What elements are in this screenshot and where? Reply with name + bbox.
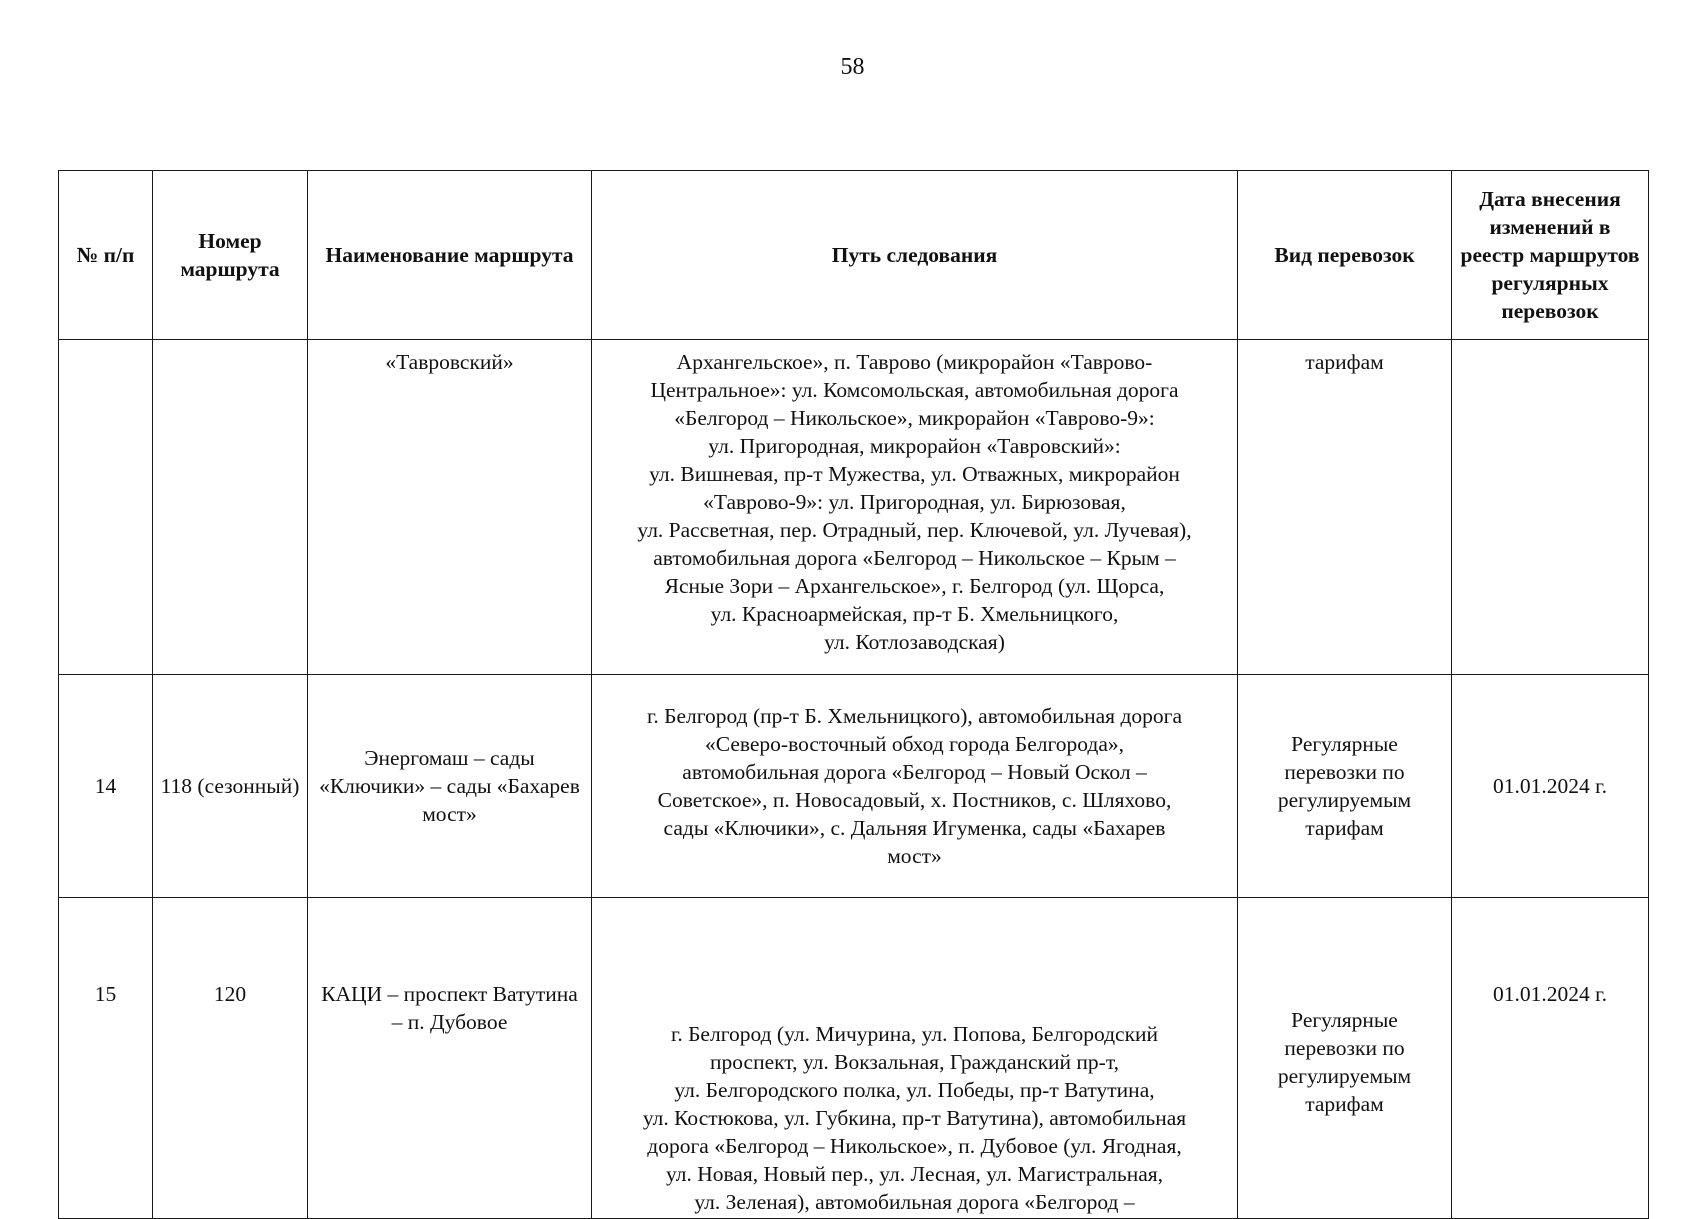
header-route-name: Наименование маршрута (308, 171, 592, 340)
cell-transport-kind: Регулярные перевозки по регулируемым тарифам (1238, 898, 1452, 1219)
cell-route-number (153, 340, 308, 675)
path-line: ул. Вишневая, пр-т Мужества, ул. Отважных, микрорайон (649, 462, 1180, 486)
cell-route-number: 118 (сезонный) (153, 675, 308, 898)
cell-num: 14 (59, 675, 153, 898)
header-path: Путь следования (592, 171, 1238, 340)
header-transport-kind: Вид перевозок (1238, 171, 1452, 340)
path-line: ул. Пригородная, микрорайон «Тавровский»: (708, 434, 1121, 458)
route-registry-table (58, 170, 1649, 1219)
header-num: № п/п (59, 171, 153, 340)
cell-path (592, 898, 1238, 1219)
cell-change-date (1452, 340, 1649, 675)
path-line: г. Белгород (пр-т Б. Хмельницкого), автомобильная дорога (646, 704, 1182, 728)
path-line: сады «Ключики», с. Дальняя Игуменка, сады «Бахарев (663, 816, 1166, 840)
path-line: ул. Котлозаводская) (824, 630, 1005, 654)
cell-transport-kind: тарифам (1238, 340, 1452, 675)
cell-route-name: Энергомаш – сады «Ключики» – сады «Бахарев мост» (308, 675, 592, 898)
page-number: 58 (840, 54, 865, 80)
cell-num: 15 (59, 898, 153, 1219)
path-line: ул. Белгородского полка, ул. Победы, пр-т Ватутина, (674, 1078, 1155, 1102)
header-route-number: Номер маршрута (153, 171, 308, 340)
table-row (59, 675, 1649, 898)
header-change-date: Дата внесения изменений в реестр маршрутов регулярных перевозок (1452, 171, 1649, 340)
path-line: «Северо-восточный обход города Белгорода», (704, 732, 1125, 756)
path-line: дорога «Белгород – Никольское», п. Дубовое (ул. Ягодная, (647, 1134, 1182, 1158)
cell-route-name: «Тавровский» (308, 340, 592, 675)
path-line: ул. Красноармейская, пр-т Б. Хмельницкого, (710, 602, 1119, 626)
cell-transport-kind: Регулярные перевозки по регулируемым тарифам (1238, 675, 1452, 898)
table-header-row (59, 171, 1649, 340)
path-line: Советское», п. Новосадовый, х. Постников, с. Шляхово, (657, 788, 1172, 812)
path-line: «Белгород – Никольское», микрорайон «Таврово-9»: (674, 406, 1155, 430)
path-line: ул. Новая, Новый пер., ул. Лесная, ул. Магистральная, (665, 1162, 1164, 1186)
path-line: ул. Зеленая), автомобильная дорога «Белгород – (694, 1190, 1135, 1214)
cell-path (592, 340, 1238, 675)
cell-change-date: 01.01.2024 г. (1452, 675, 1649, 898)
cell-change-date: 01.01.2024 г. (1452, 898, 1649, 1219)
table-row (59, 898, 1649, 1219)
table-row (59, 340, 1649, 675)
path-line: «Таврово-9»: ул. Пригородная, ул. Бирюзовая, (703, 490, 1126, 514)
path-line: мост» (887, 844, 942, 868)
cell-route-number: 120 (153, 898, 308, 1219)
cell-num (59, 340, 153, 675)
cell-path (592, 675, 1238, 898)
path-line: Ясные Зори – Архангельское», г. Белгород (ул. Щорса, (664, 574, 1165, 598)
path-line: ул. Костюкова, ул. Губкина, пр-т Ватутина), автомобильная (642, 1106, 1187, 1130)
path-line: Центральное»: ул. Комсомольская, автомобильная дорога (650, 378, 1179, 402)
path-line: автомобильная дорога «Белгород – Никольское – Крым – (653, 546, 1176, 570)
path-line: ул. Рассветная, пер. Отрадный, пер. Ключевой, ул. Лучевая), (637, 518, 1192, 542)
path-line: Архангельское», п. Таврово (микрорайон «Таврово- (676, 350, 1153, 374)
cell-route-name: КАЦИ – проспект Ватутина – п. Дубовое (308, 898, 592, 1219)
path-line: автомобильная дорога «Белгород – Новый Оскол – (682, 760, 1147, 784)
path-line: г. Белгород (ул. Мичурина, ул. Попова, Белгородский (670, 1022, 1159, 1046)
path-line: проспект, ул. Вокзальная, Гражданский пр-т, (710, 1050, 1119, 1074)
